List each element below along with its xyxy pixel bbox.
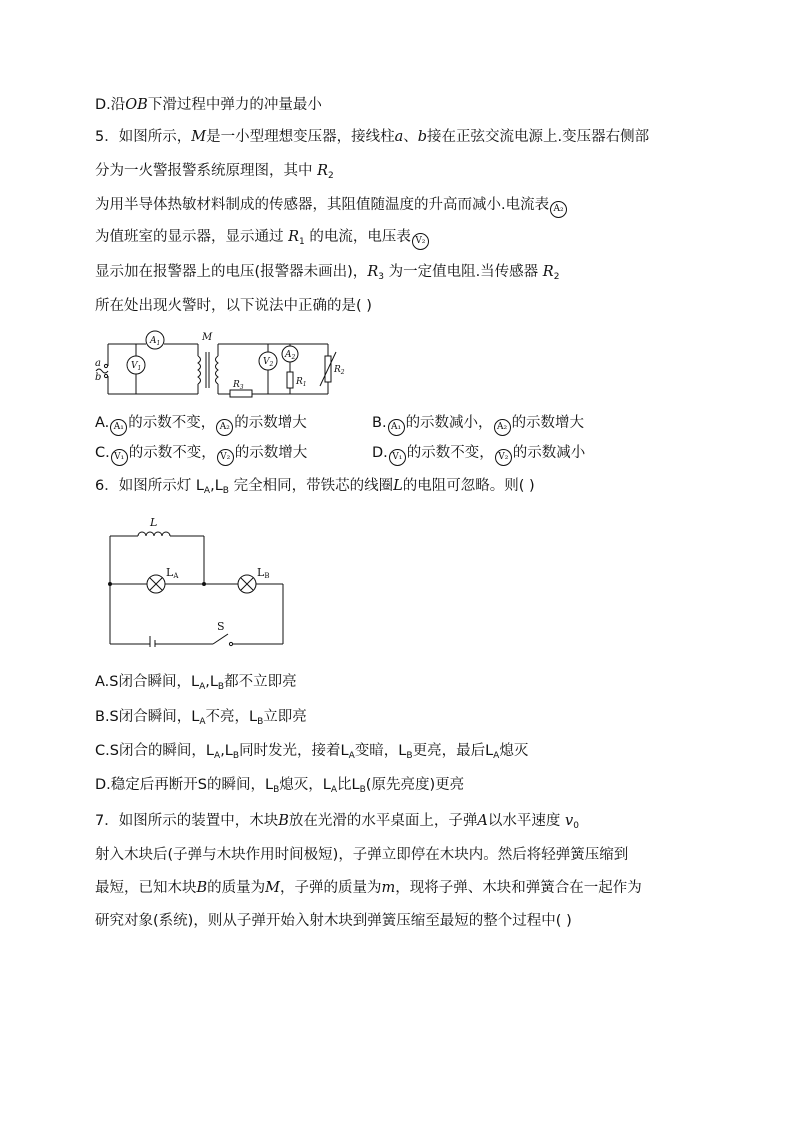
label-l: L xyxy=(150,516,158,529)
q5-stem-line1: 5．如图所示，M是一小型理想变压器，接线柱a、b接在正弦交流电源上.变压器右侧部 xyxy=(95,129,650,145)
q5-stem-line6: 所在处出现火警时，以下说法中正确的是( ) xyxy=(95,298,372,314)
q5-stem-line5: 显示加在报警器上的电压(报警器未画出)，$R_3$ 为一定值电阻.当传感器 $R_2$ xyxy=(95,264,560,282)
q5-option-a: A. A₁ 的示数不变， A₂ 的示数增大 xyxy=(95,413,307,436)
q6-option-d: D.稳定后再断开S的瞬间，$L_B$熄灭，$L_A$比$L_B$(原先亮度)更亮 xyxy=(95,777,465,795)
q5-option-d: D. V₁ 的示数不变， V₂ 的示数减小 xyxy=(372,443,585,466)
q7-stem-line4: 研究对象(系统)，则从子弹开始入射木块到弹簧压缩至最短的整个过程中( ) xyxy=(95,913,572,929)
label-m: M xyxy=(202,332,213,343)
label-a1: $A_1$ xyxy=(150,336,161,347)
q5-option-b: B. A₁ 的示数减小， A₂ 的示数增大 xyxy=(372,413,584,436)
label-r3: $R_3$ xyxy=(233,380,244,391)
voltmeter-v2-symbol: V₂ xyxy=(412,233,429,250)
ammeter-a2-symbol: A₂ xyxy=(550,201,567,218)
label-r2: $R_2$ xyxy=(334,365,345,376)
q5-stem-line2: 分为一火警报警系统原理图，其中 $R_2$ xyxy=(95,163,334,181)
label-b: b xyxy=(95,372,102,383)
label-a: a xyxy=(95,358,101,369)
label-v1: $V_1$ xyxy=(131,361,142,372)
q6-inductor-lamp-circuit-diagram xyxy=(100,512,300,647)
q5-option-c: C. V₁ 的示数不变， V₂ 的示数增大 xyxy=(95,443,307,466)
label-lb: LB xyxy=(257,566,270,580)
q4-option-d: D.沿OB下滑过程中弹力的冲量最小 xyxy=(95,97,322,113)
q6-option-c: C.S闭合的瞬间，$L_A,L_B$同时发光，接着$L_A$变暗，$L_B$更亮，最后$L_A$熄灭 xyxy=(95,743,529,761)
q7-stem-line3: 最短，已知木块B的质量为M，子弹的质量为m，现将子弹、木块和弹簧合在一起作为 xyxy=(95,880,642,896)
q5-transformer-circuit-diagram xyxy=(90,328,360,403)
q7-stem-line2: 射入木块后(子弹与木块作用时间极短)，子弹立即停在木块内。然后将轻弹簧压缩到 xyxy=(95,847,629,863)
q6-option-b: B.S闭合瞬间，$L_A$不亮，$L_B$立即亮 xyxy=(95,709,307,727)
q6-stem: 6．如图所示灯 $L_A,L_B$ 完全相同，带铁芯的线圈L的电阻可忽略。则( ) xyxy=(95,478,535,496)
q6-option-a: A.S闭合瞬间，$L_A,L_B$都不立即亮 xyxy=(95,674,297,692)
label-s: S xyxy=(217,620,225,633)
q5-stem-line3: 为用半导体热敏材料制成的传感器，其阻值随温度的升高而减小.电流表 A₂ xyxy=(95,195,568,218)
label-a2: $A_2$ xyxy=(285,350,296,361)
q7-stem-line1: 7．如图所示的装置中，木块B放在光滑的水平桌面上，子弹A以水平速度 $v_0$ xyxy=(95,813,579,831)
label-v2: $V_2$ xyxy=(263,357,274,368)
label-r1: $R_1$ xyxy=(296,377,307,388)
q5-stem-line4: 为值班室的显示器，显示通过 $R_1$ 的电流，电压表 V₂ xyxy=(95,227,430,252)
label-la: LA xyxy=(166,566,179,580)
